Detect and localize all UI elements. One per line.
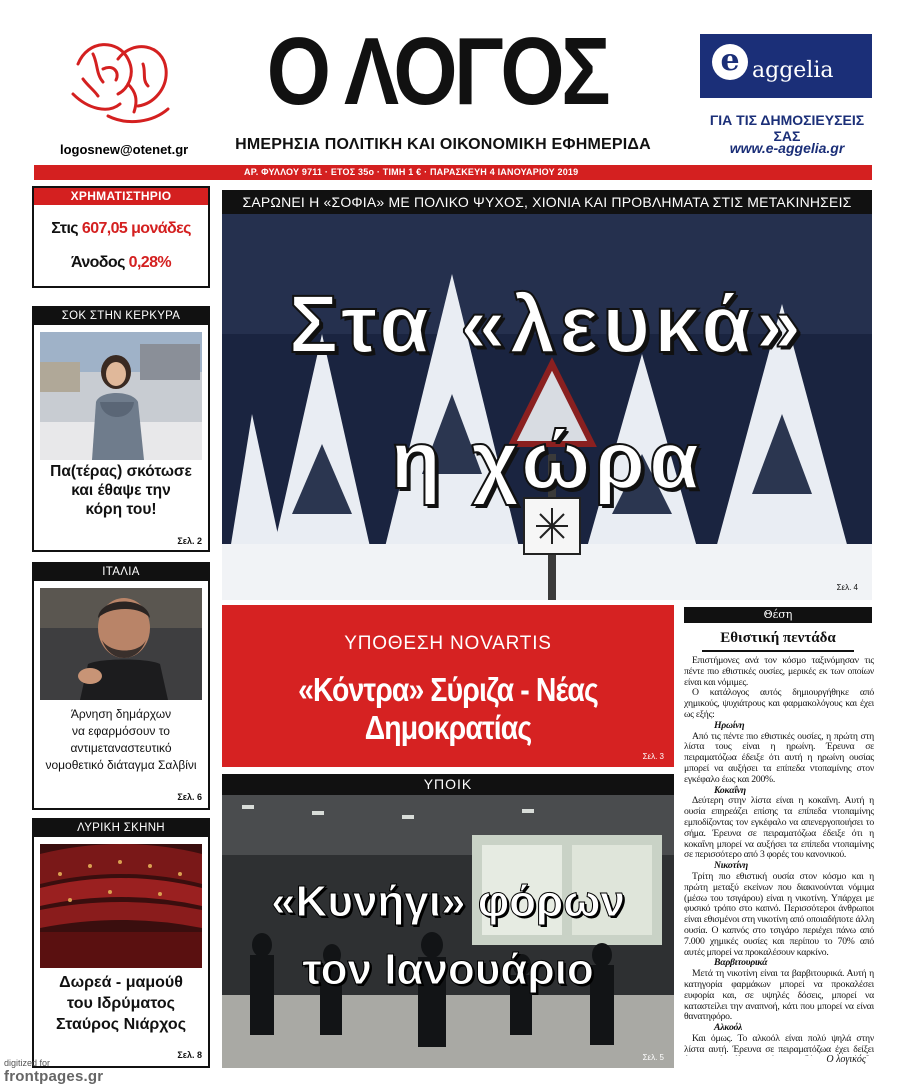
e-aggelia-logo-icon: e	[712, 44, 748, 80]
corfu-headline-line1: Πα(τέρας) σκότωσε	[50, 463, 192, 480]
opinion-column-body	[684, 656, 874, 1056]
novartis-kicker: ΥΠΟΘΕΣΗ NOVARTIS	[344, 633, 552, 654]
snowy-forest-photo	[222, 214, 872, 600]
opinion-title-rule	[702, 650, 854, 652]
ad-url[interactable]: www.e-aggelia.gr	[729, 140, 845, 156]
stock-index-suffix: μονάδες	[131, 220, 191, 237]
italy-story-headline	[38, 706, 204, 774]
watermark-digitized: digitized for	[4, 1058, 51, 1068]
corfu-story-box[interactable]	[32, 306, 210, 552]
opera-story-headline	[38, 972, 204, 1035]
hero-headline-line1: Στα «λευκά»	[288, 279, 806, 370]
opinion-column-title: Εθιστική πεντάδα	[720, 630, 836, 646]
opinion-paragraph: Ο κατάλογος αυτός δημιουργήθηκε από χημικούς, ψυχιάτρους και φαρμακολόγους και έχει ως εξής:	[684, 687, 874, 720]
opinion-paragraph: Επιστήμονες ανά τον κόσμο ταξινόμησαν τις πέντε πιο εθιστικές ουσίες, μερικές εκ των οποίων είναι και νόμιμες.	[684, 656, 874, 688]
italy-story-header: ΙΤΑΛΙΑ	[34, 564, 208, 581]
e-aggelia-logo-word: aggelia	[752, 58, 834, 83]
opinion-signature: Ο λογικός	[826, 1054, 866, 1065]
ad-tagline: ΓΙΑ ΤΙΣ ΔΗΜΟΣΙΕΥΣΕΙΣ ΣΑΣ	[709, 112, 865, 144]
corfu-story-photo	[40, 332, 202, 460]
stock-market-header: ΧΡΗΜΑΤΙΣΤΗΡΙΟ	[34, 188, 208, 205]
italy-story-photo	[40, 588, 202, 700]
newspaper-subtitle: ΗΜΕΡΗΣΙΑ ΠΟΛΙΤΙΚΗ ΚΑΙ ΟΙΚΟΝΟΜΙΚΗ ΕΦΗΜΕΡΙΔΑ	[235, 136, 651, 153]
opinion-paragraph: Μετά τη νικοτίνη είναι τα βαρβιτουρικά. Αυτή η κατηγορία φαρμάκων μπορεί να προκαλέσει ευφορία και, σε υψηλές δόσεις, μπορεί να καταστείλει την αναπνοή, κάτι που μπορεί να είναι θανατηφόρο.	[684, 968, 874, 1023]
newspaper-title: Ο ΛΟΓΟΣ	[266, 18, 608, 125]
stock-index-prefix: Στις	[51, 220, 79, 237]
opinion-paragraph: Και όμως. Το αλκοόλ είναι πολύ ψηλά στην λίστα αυτή. Έρευνα σε πειραματόζωα έχει δείξει	[684, 1032, 874, 1055]
hero-story[interactable]	[222, 214, 872, 600]
italy-page-ref: Σελ. 6	[177, 792, 202, 802]
italy-headline-line3: αντιμεταναστευτικό	[70, 741, 172, 755]
tax-office-photo	[222, 795, 674, 1068]
contact-email[interactable]: logosnew@otenet.gr	[60, 142, 189, 157]
opinion-subheading: Κοκαΐνη	[714, 784, 746, 796]
opinion-paragraph: Από τις πέντε πιο εθιστικές ουσίες, η πρώτη στη λίστα τους είναι η ηρωίνη. Έρευνα σε πειραματόζωα έδειξε ότι αυτή η ηρωίνη ουσίας μπορεί να αυξήσει τα επίπεδα ντοπαμίνης στον εγκέφαλο έως και 200%.	[684, 730, 874, 785]
stock-change-value: 0,28%	[128, 254, 172, 271]
hero-kicker: ΣΑΡΩΝΕΙ Η «ΣΟΦΙΑ» ΜΕ ΠΟΛΙΚΟ ΨΥΧΟΣ, ΧΙΟΝΙΑ ΚΑΙ ΠΡΟΒΛΗΜΑΤΑ ΣΤΙΣ ΜΕΤΑΚΙΝΗΣΕΙΣ	[222, 190, 872, 214]
opera-headline-line2: του Ιδρύματος	[67, 995, 175, 1012]
corfu-story-headline	[38, 462, 204, 519]
novartis-headline: «Κόντρα» Σύριζα - Νέας Δημοκρατίας	[298, 671, 598, 746]
opera-page-ref: Σελ. 8	[177, 1050, 202, 1060]
opinion-subheading: Βαρβιτουρικά	[714, 957, 768, 969]
corfu-page-ref: Σελ. 2	[177, 536, 202, 546]
newspaper-logo-faces-icon	[58, 34, 180, 130]
ypoik-headline-line1: «Κυνήγι» φόρων	[271, 877, 625, 926]
opera-headline-line3: Σταύρος Νιάρχος	[55, 1016, 187, 1033]
opera-headline-line1: Δωρεά - μαμούθ	[59, 974, 183, 991]
opinion-column-header: Θέση	[684, 607, 872, 623]
ypoik-story[interactable]	[222, 795, 674, 1068]
ypoik-header: ΥΠΟΙΚ	[222, 774, 674, 795]
stock-change-line	[34, 254, 208, 272]
opinion-paragraph: Τρίτη πιο εθιστική ουσία στον κόσμο και η πρώτη μεταξύ εκείνων που διακινούνται νόμιμα (μέσω του τσιγάρου) είναι η νικοτίνη. Υπάρχει με φυσικό τρόπο στο καπνό. Περισσότεροι άνθρωποι είναι εθισμένοι στη νικοτίνη από οποιαδήποτε άλλη ουσία. Ο καπνός στο τσιγάρο περιέχει πάνω από 7.000 χημικές ουσίες και περίπου το 70% από αυτές μπορεί να προκαλέσουν καρκίνο.	[684, 870, 874, 958]
opera-story-box[interactable]	[32, 818, 210, 1068]
opinion-subheading: Νικοτίνη	[714, 860, 748, 872]
ypoik-headline-line2: τον Ιανουάριο	[302, 945, 594, 994]
ypoik-page-ref: Σελ. 5	[642, 1053, 664, 1062]
issue-info-bar: ΑΡ. ΦΥΛΛΟΥ 9711 · ΕΤΟΣ 35ο · ΤΙΜΗ 1 € · ΠΑΡΑΣΚΕΥΗ 4 ΙΑΝΟΥΑΡΙΟΥ 2019	[34, 165, 872, 180]
novartis-story[interactable]	[222, 605, 674, 767]
stock-index-line	[34, 220, 208, 238]
hero-page-ref: Σελ. 4	[836, 583, 858, 592]
opera-story-header: ΛΥΡΙΚΗ ΣΚΗΝΗ	[34, 820, 208, 837]
corfu-headline-line3: κόρη του!	[85, 501, 157, 518]
stock-index-value: 607,05	[81, 220, 128, 237]
opinion-subheading: Ηρωίνη	[714, 719, 745, 731]
corfu-story-header: ΣΟΚ ΣΤΗΝ ΚΕΡΚΥΡΑ	[34, 308, 208, 325]
italy-story-box[interactable]	[32, 562, 210, 810]
opinion-paragraph: Δεύτερη στην λίστα είναι η κοκαΐνη. Αυτή η ουσία επηρεάζει επίσης τα επίπεδα ντοπαμίνης εμποδίζοντας τον εγκέφαλο να απενεργοποιήσει το σήμα. Έρευνα σε πειραματόζωα έδειξε ότι η κοκαΐνη μπορεί να αυξήσει τα επίπεδα ντοπαμίνης σε περισσότερο από 3 φορές του κανονικού.	[684, 795, 874, 861]
opera-story-photo	[40, 844, 202, 968]
italy-headline-line2: να εφαρμόσουν το	[72, 724, 170, 738]
stock-change-prefix: Άνοδος	[70, 254, 125, 271]
corfu-headline-line2: και έθαψε την	[71, 482, 171, 499]
hero-headline-line2: η χώρα	[390, 415, 704, 506]
novartis-page-ref: Σελ. 3	[642, 752, 664, 761]
italy-headline-line1: Άρνηση δημάρχων	[70, 707, 172, 721]
stock-market-box[interactable]	[32, 186, 210, 288]
italy-headline-line4: νομοθετικό διάταγμα Σαλβίνι	[45, 758, 197, 772]
watermark-frontpages[interactable]: frontpages.gr	[4, 1068, 104, 1085]
opinion-subheading: Αλκοόλ	[714, 1022, 743, 1034]
